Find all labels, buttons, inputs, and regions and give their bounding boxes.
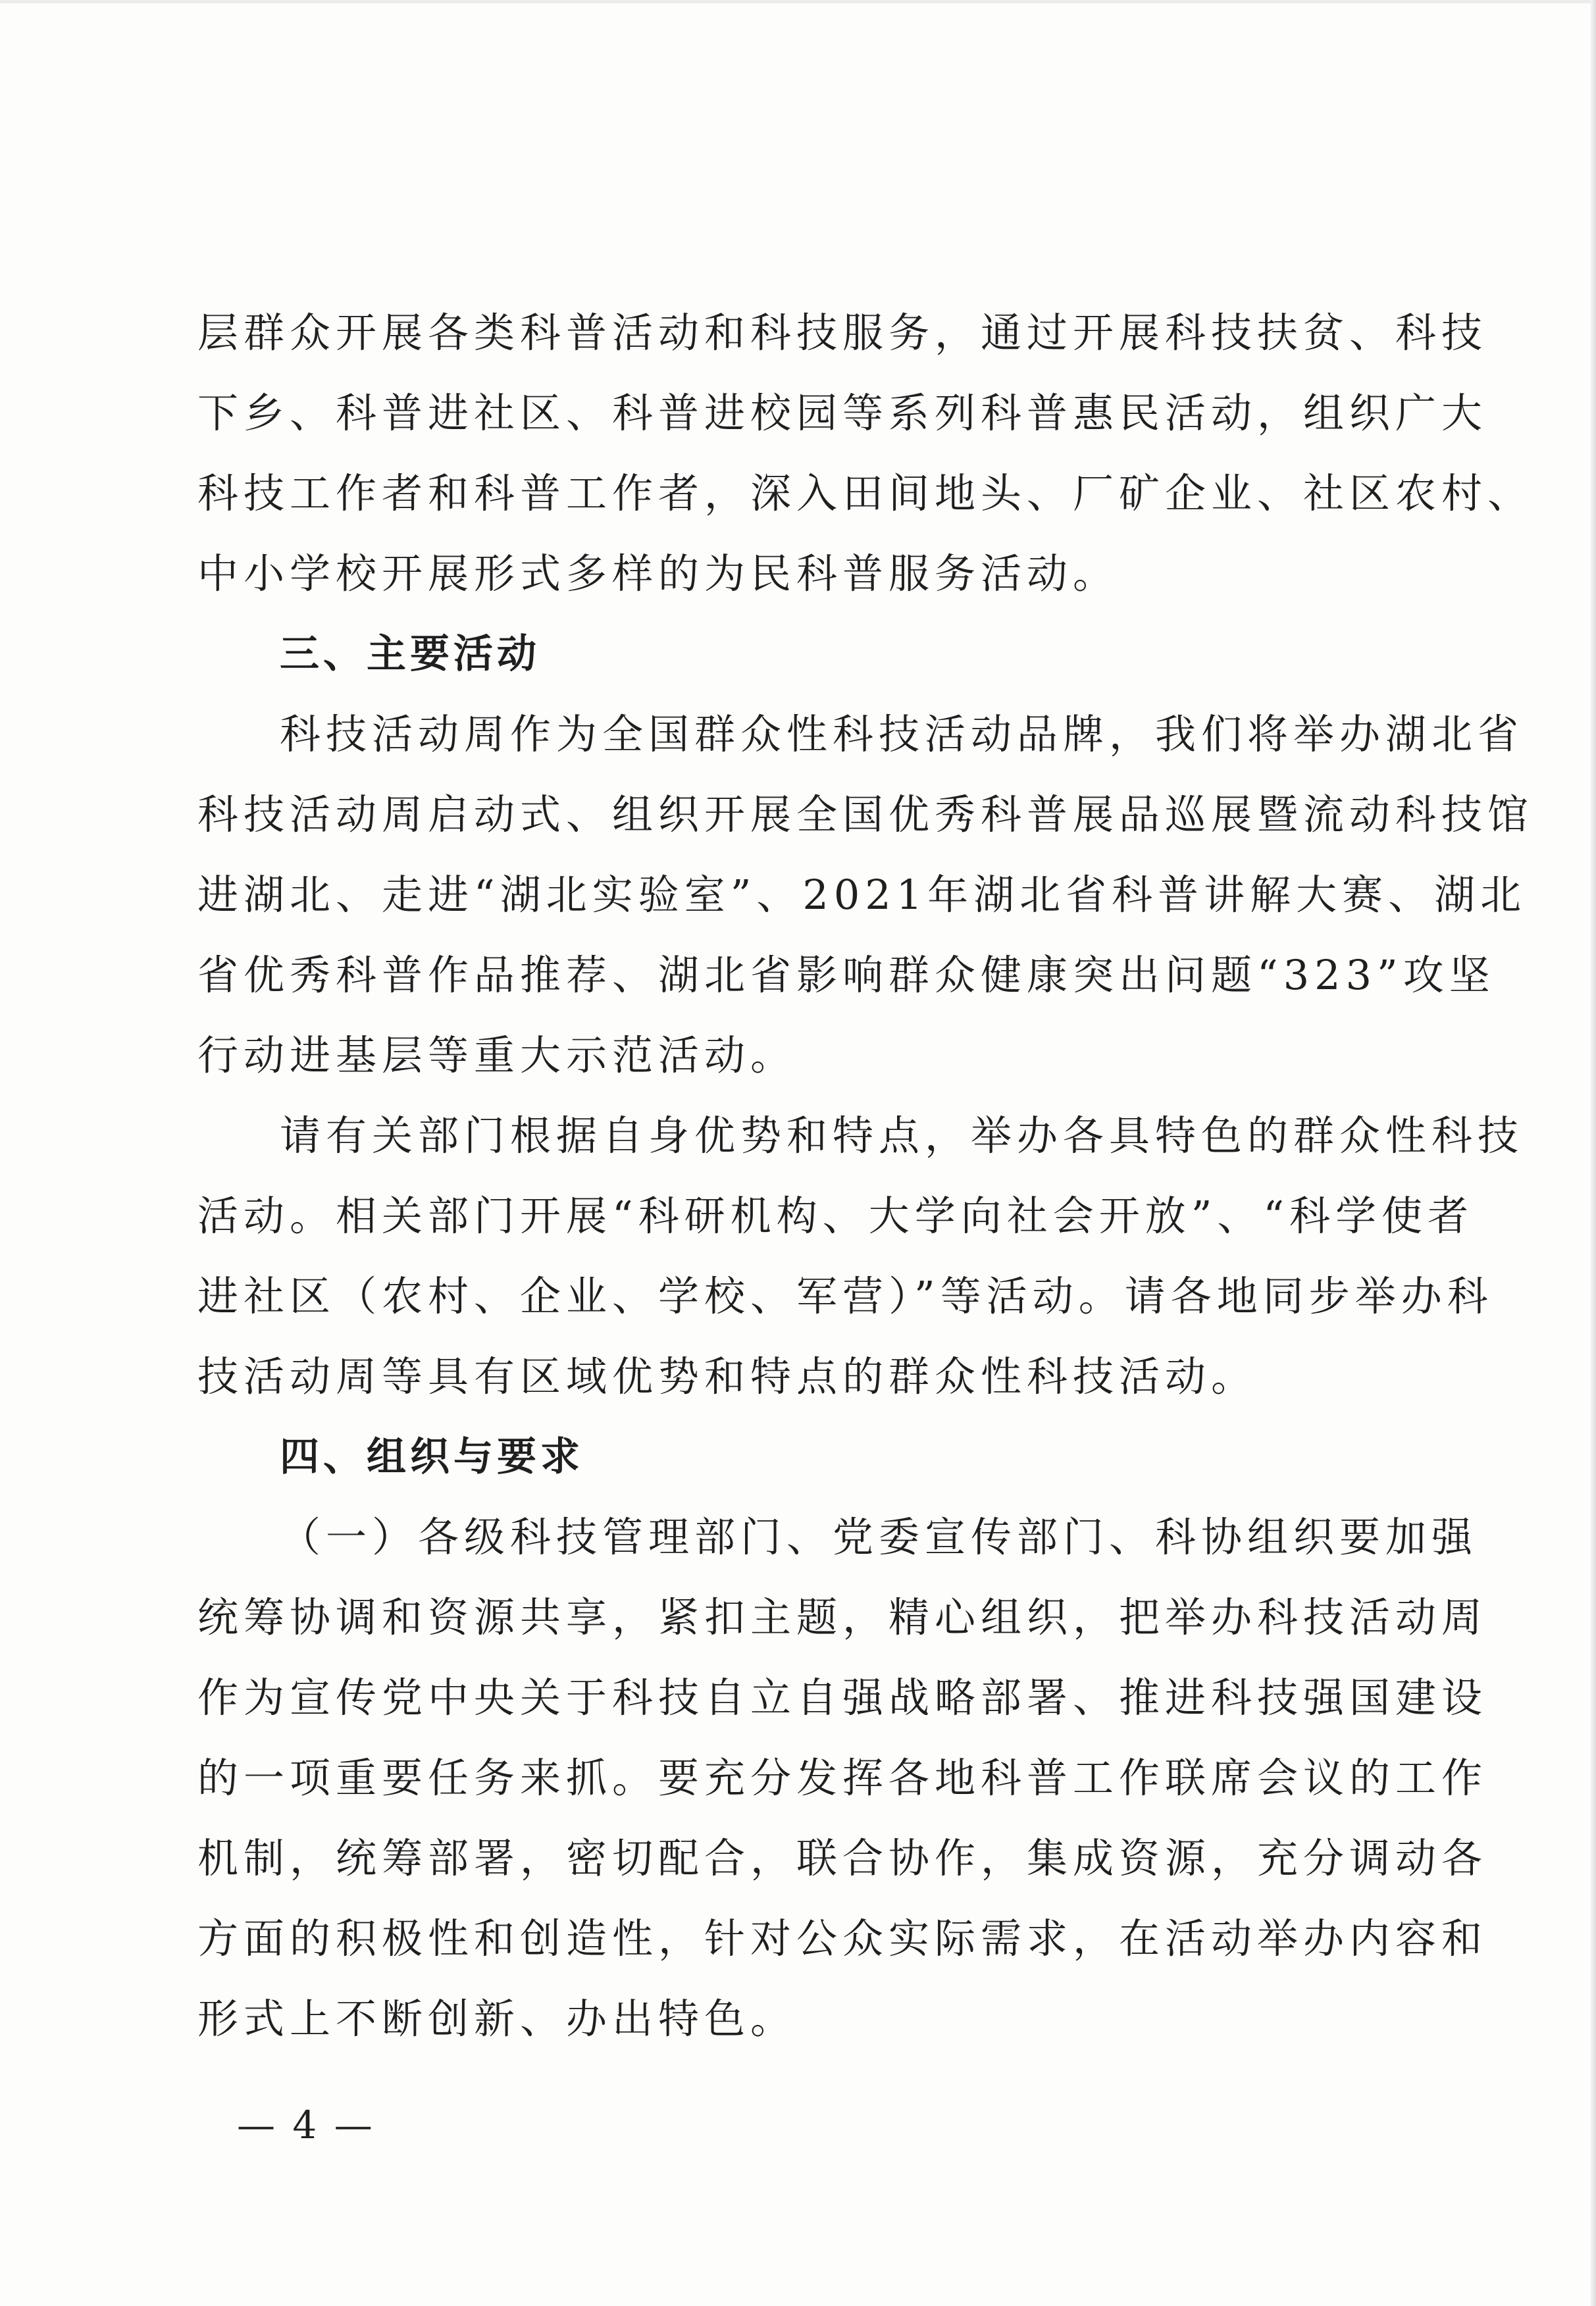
- page-number: — 4 —: [237, 2103, 375, 2147]
- body-line: 中小学校开展形式多样的为民科普服务活动。: [197, 550, 1120, 598]
- body-line: 的一项重要任务来抓。要充分发挥各地科普工作联席会议的工作: [197, 1754, 1488, 1802]
- body-line: 行动进基层等重大示范活动。: [197, 1031, 797, 1079]
- body-line: 下乡、科普进社区、科普进校园等系列科普惠民活动，组织广大: [197, 389, 1488, 437]
- body-line: 进湖北、走进“湖北实验室”、2021年湖北省科普讲解大赛、湖北: [197, 871, 1527, 919]
- body-line: 统筹协调和资源共享，紧扣主题，精心组织，把举办科技活动周: [197, 1593, 1488, 1641]
- section-heading-main-activities: 三、主要活动: [280, 631, 540, 677]
- body-line: 技活动周等具有区域优势和特点的群众性科技活动。: [197, 1352, 1258, 1400]
- body-line: 省优秀科普作品推荐、湖北省影响群众健康突出问题“323”攻坚: [197, 951, 1495, 999]
- body-line: 作为宣传党中央关于科技自立自强战略部署、推进科技强国建设: [197, 1674, 1488, 1722]
- body-line: 进社区（农村、企业、学校、军营）”等活动。请各地同步举办科: [197, 1272, 1493, 1320]
- body-line: 请有关部门根据自身优势和特点，举办各具特色的群众性科技: [280, 1112, 1524, 1160]
- document-body: [197, 293, 1534, 2059]
- body-line: 科技工作者和科普工作者，深入田间地头、厂矿企业、社区农村、: [197, 469, 1534, 517]
- body-line: （一）各级科技管理部门、党委宣传部门、科协组织要加强: [280, 1513, 1478, 1561]
- body-line: 机制，统筹部署，密切配合，联合协作，集成资源，充分调动各: [197, 1834, 1488, 1882]
- scan-edge-top: [0, 0, 1596, 3]
- body-line: 科技活动周启动式、组织开展全国优秀科普展品巡展暨流动科技馆: [197, 790, 1534, 838]
- body-line: 形式上不断创新、办出特色。: [197, 1995, 797, 2043]
- scan-edge-right: [1591, 0, 1596, 2306]
- body-line: 方面的积极性和创造性，针对公众实际需求，在活动举办内容和: [197, 1914, 1488, 1962]
- body-line: 科技活动周作为全国群众性科技活动品牌，我们将举办湖北省: [280, 710, 1524, 758]
- section-heading-organization: 四、组织与要求: [280, 1434, 584, 1480]
- body-line: 活动。相关部门开展“科研机构、大学向社会开放”、“科学使者: [197, 1192, 1474, 1240]
- body-line: 层群众开展各类科普活动和科技服务，通过开展科技扶贫、科技: [197, 309, 1488, 357]
